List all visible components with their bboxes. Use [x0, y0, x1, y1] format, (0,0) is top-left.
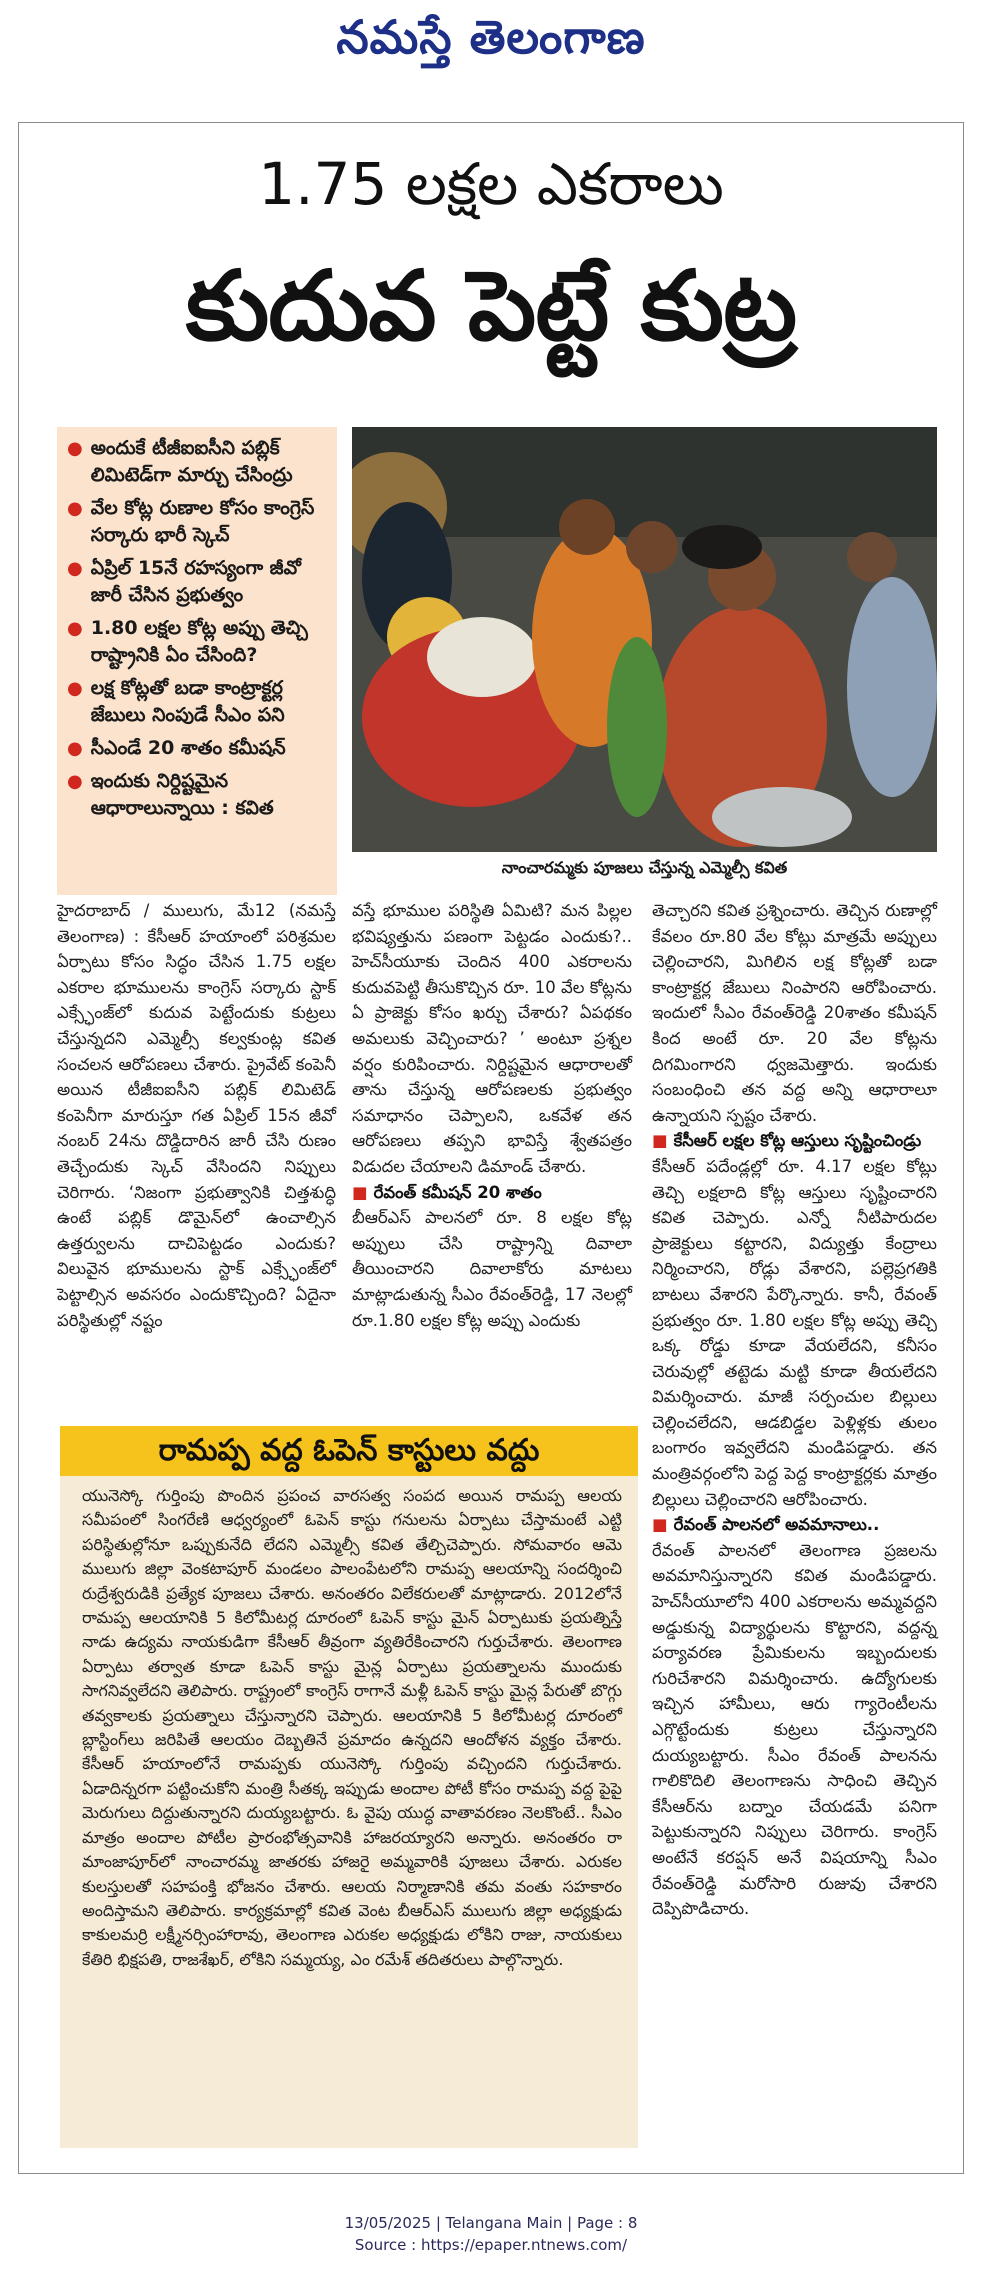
highlight-item: ● అందుకే టీజీఐఐసీని పబ్లిక్ లిమిటెడ్‌గా మార్చు చేసింద్రు	[67, 435, 329, 489]
page-footer	[0, 2212, 982, 2256]
square-bullet-icon: ■	[352, 1182, 368, 1202]
sidebar-paragraph: యునెస్కో గుర్తింపు పొందిన ప్రపంచ వారసత్వ సంపద అయిన రామప్ప ఆలయ సమీపంలో సింగరేణి ఆధ్వర్యంలో ఓపెన్ కాస్టు గనులను ఏర్పాటు చేస్తామంటే ఎట్టి పరిస్థితుల్లోనూ ఒప్పుకునేది లేదని ఎమ్మెల్సీ కవిత తేల్చిచెప్పారు. సోమవారం ఆమె ములుగు జిల్లా వెంకటాపూర్ మండలం పాలంపేటలోని రామప్ప ఆలయాన్ని సందర్శించి రుద్రేశ్వరుడికి ప్రత్యేక పూజలు చేశారు. అనంతరం విలేకరులతో మాట్లాడారు. 2012లోనే రామప్ప ఆలయానికి 5 కిలోమీటర్ల దూరంలో ఓపెన్ కాస్టు మైన్ ఏర్పాటుకు ప్రయత్నిస్తే నాడు ఉద్యమ నాయకుడిగా కేసీఆర్ తీవ్రంగా వ్యతిరేకించారని గుర్తుచేశారు. తెలంగాణ ఏర్పాటు తర్వాత కూడా ఓపెన్ కాస్టు మైన్ల ఏర్పాటు ప్రయత్నాలను ముందుకు సాగనివ్వలేదని తెలిపారు. రాష్ట్రంలో కాంగ్రెస్ రాగానే మళ్లీ ఓపెన్ కాస్టు మైన్ల పేరుతో బొగ్గు తవ్వకాలకు ప్రయత్నాలు చేస్తున్నారని చెప్పారు. ఆలయానికి 5 కిలోమీటర్ల దూరంలో బ్లాస్టింగ్‌లు జరిపితే ఆలయం దెబ్బతినే ప్రమాదం ఉన్నదని ఆందోళన వ్యక్తం చేశారు. కేసీఆర్ హయాంలోనే రామప్పకు యునెస్కో గుర్తింపు వచ్చిందని గుర్తుచేశారు. ఏడాదిన్నరగా పట్టించుకోని మంత్రి సీతక్క ఇప్పుడు అందాల పోటీ కోసం రామప్ప వద్ద పైపై మెరుగులు దిద్దుతున్నారని దుయ్యబట్టారు. ఓ వైపు యుద్ధ వాతావరణం నెలకొంటే.. సీఎం మాత్రం అందాల పోటీల ప్రారంభోత్సవానికి హాజరయ్యారని అన్నారు. అనంతరం రా మాంజాపూర్‌లో నాంచారమ్మ జాతరకు హాజరై అమ్మవారికి పూజలు చేశారు. ఎరుకల కులస్తులతో సహపంక్తి భోజనం చేశారు. ఆలయ నిర్మాణానికి తమ వంతు సహకారం అందిస్తామని తెలిపారు. కార్యక్రమాల్లో కవిత వెంట బీఆర్‌ఎస్ ములుగు జిల్లా అధ్యక్షుడు కాకులమర్రి లక్ష్మీనర్సింహారావు, తెలంగాణ ఎరుకల అధ్యక్షుడు లోకిని రాజు, నాయకులు కేతిరి భిక్షపతి, రాజశేఖర్, లోకిని సమ్మయ్య, ఎం రమేశ్ తదితరులు పాల్గొన్నారు.	[82, 1486, 622, 1969]
paragraph: వస్తే భూముల పరిస్థితి ఏమిటి? మన పిల్లల భవిష్యత్తును పణంగా పెట్టడం ఎందుకు?.. హెచ్‌సీయూకు చెందిన 400 ఎకరాలను కుదువపెట్టి తీసుకొచ్చిన రూ. 10 వేల కోట్లను ఏ ప్రాజెక్టు కోసం ఖర్చు చేశారు? ఏపథకం అమలుకు వెచ్చించారు? ’ అంటూ ప్రశ్నల వర్షం కురిపించారు. నిర్దిష్టమైన ఆధారాలతో తాను చేస్తున్న ఆరోపణలకు ప్రభుత్వం సమాధానం చెప్పాలని, ఒకవేళ తన ఆరోపణలు తప్పని భావిస్తే శ్వేతపత్రం విడుదల చేయాలని డిమాండ్ చేశారు.	[352, 901, 632, 1176]
article-column-2	[352, 898, 632, 1333]
section-subhead: ■ కేసీఆర్ లక్షల కోట్ల ఆస్తులు సృష్టించిండ్రు	[652, 1131, 922, 1151]
highlight-item: ● లక్ష కోట్లతో బడా కాంట్రాక్టర్ల జేబులు నింపుడే సీఎం పని	[67, 675, 329, 729]
bullet-icon: ●	[67, 618, 83, 639]
square-bullet-icon: ■	[652, 1131, 668, 1151]
bullet-icon: ●	[67, 558, 83, 579]
highlights-box	[57, 427, 337, 895]
bullet-icon: ●	[67, 438, 83, 459]
highlight-item: ● ఏప్రిల్ 15నే రహస్యంగా జీవో జారీ చేసిన ప్రభుత్వం	[67, 555, 329, 609]
footer-source-line: Source : https://epaper.ntnews.com/	[354, 2236, 628, 2254]
news-photo	[352, 427, 937, 852]
newspaper-logo: నమస్తే తెలంగాణ	[336, 10, 646, 64]
paragraph: తెచ్చారని కవిత ప్రశ్నించారు. తెచ్చిన రుణాల్లో కేవలం రూ.80 వేల కోట్లు మాత్రమే అప్పులు చెల్లించారని, మిగిలిన లక్ష కోట్లతో బడా కాంట్రాక్టర్ల జేబులు నింపారని ఆరోపించారు. ఇందులో సీఎం రేవంత్‌రెడ్డి 20శాతం కమీషన్ కింద అంటే రూ. 20 వేల కోట్లను దిగమింగారని ధ్వజమెత్తారు. ఇందుకు సంబంధించి తన వద్ద అన్ని ఆధారాలూ ఉన్నాయని స్పష్టం చేశారు.	[652, 901, 937, 1125]
headline-sub: 1.75 లక్షల ఎకరాలు	[258, 150, 724, 218]
bullet-icon: ●	[67, 498, 83, 519]
bullet-icon: ●	[67, 738, 83, 759]
highlight-item: ● 1.80 లక్షల కోట్ల అప్పు తెచ్చి రాష్ట్రానికి ఏం చేసింది?	[67, 615, 329, 669]
masthead	[0, 0, 982, 92]
paragraph: రేవంత్ పాలనలో తెలంగాణ ప్రజలను అవమానిస్తున్నారని కవిత మండిపడ్డారు. హెచ్‌సీయూలోని 400 ఎకరాలను అమ్మవద్దని అడ్డుకున్న విద్యార్థులను కొట్టారని, వద్దన్న పర్యావరణ ప్రేమికులను ఇబ్బందులకు గురిచేశారని విమర్శించారు. ఉద్యోగులకు ఇచ్చిన హామీలు, ఆరు గ్యారెంటీలను ఎగ్గొట్టేందుకు కుట్రలు చేస్తున్నారని దుయ్యబట్టారు. సీఎం రేవంత్ పాలనను గాలికొదిలి తెలంగాణను సాధించి తెచ్చిన కేసీఆర్‌ను బద్నాం చేయడమే పనిగా పెట్టుకున్నారని నిప్పులు చెరిగారు. కాంగ్రెస్ అంటేనే కరప్షన్ అనే విషయాన్ని సీఎం రేవంత్‌రెడ్డి మరోసారి రుజువు చేశారని దెప్పిపొడిచారు.	[652, 1540, 937, 1919]
headline-main: కుదువ పెట్టే కుట్ర	[185, 250, 797, 362]
section-subhead: ■ రేవంత్ పాలనలో అవమానాలు..	[652, 1515, 880, 1535]
footer-date-line: 13/05/2025 | Telangana Main | Page : 8	[344, 2214, 638, 2232]
sidebar-title: రామప్ప వద్ద ఓపెన్ కాస్టులు వద్దు	[60, 1426, 638, 1476]
article-column-1	[57, 898, 336, 1333]
sidebar-body-column	[82, 1484, 622, 1972]
sidebar-box	[60, 1476, 638, 2148]
highlight-item: ● సీఎండే 20 శాతం కమీషన్	[67, 735, 329, 762]
bullet-icon: ●	[67, 771, 83, 792]
paragraph: బీఆర్‌ఎస్ పాలనలో రూ. 8 లక్షల కోట్ల అప్పులు చేసి రాష్ట్రాన్ని దివాలా తీయించారని దివాలాకోరు మాటలు మాట్లాడుతున్న సీఎం రేవంత్‌రెడ్డి, 17 నెలల్లో రూ.1.80 లక్షల కోట్ల అప్పు ఎందుకు	[352, 1208, 632, 1330]
article-column-3	[652, 898, 937, 1922]
photo-illustration	[352, 427, 937, 852]
photo-caption: నాంచారమ్మకు పూజలు చేస్తున్న ఎమ్మెల్సీ కవిత	[501, 858, 788, 877]
highlight-item: ● ఇందుకు నిర్దిష్టమైన ఆధారాలున్నాయి : కవిత	[67, 768, 329, 822]
highlight-item: ● వేల కోట్ల రుణాల కోసం కాంగ్రెస్ సర్కారు భారీ స్కెచ్	[67, 495, 329, 549]
bullet-icon: ●	[67, 678, 83, 699]
paragraph: కేసీఆర్ పదేండ్లల్లో రూ. 4.17 లక్షల కోట్లు తెచ్చి లక్షలాది కోట్ల ఆస్తులు సృష్టించారని కవిత చెప్పారు. ఎన్నో నీటిపారుదల ప్రాజెక్టులు కట్టారని, విద్యుత్తు కేంద్రాలు నిర్మించారని, రోడ్లు వేశారని, పల్లెప్రగతికి బాటలు వేశారని పేర్కొన్నారు. కానీ, రేవంత్ ప్రభుత్వం రూ. 1.80 లక్షల కోట్ల అప్పు తెచ్చి ఒక్క రోడ్డు కూడా వేయలేదని, కనీసం చెరువుల్లో తట్టెడు మట్టి కూడా తీయలేదని విమర్శించారు. మాజీ సర్పంచుల బిల్లులు చెల్లించలేదని, ఆడబిడ్డల పెళ్లిళ్లకు తులం బంగారం ఇవ్వలేదని మండిపడ్డారు. తన మంత్రివర్గంలోని పెద్ద పెద్ద కాంట్రాక్టర్లకు మాత్రం బిల్లులు చెల్లించారని ఆరోపించారు.	[652, 1156, 937, 1509]
square-bullet-icon: ■	[652, 1515, 668, 1535]
section-subhead: ■ రేవంత్ కమీషన్ 20 శాతం	[352, 1182, 542, 1202]
paragraph: హైదరాబాద్ / ములుగు, మే12 (నమస్తే తెలంగాణ) : కేసీఆర్ హయాంలో పరిశ్రమల ఏర్పాటు కోసం సిద్ధం చేసిన 1.75 లక్షల ఎకరాల భూములను కాంగ్రెస్ సర్కారు స్టాక్ ఎక్స్ఛేంజ్‌లో కుదువ పెట్టేందుకు కుట్రలు చేస్తున్నదని ఎమ్మెల్సీ కల్వకుంట్ల కవిత సంచలన ఆరోపణలు చేశారు. ప్రైవేట్ కంపెనీ అయిన టీజీఐఐసీని పబ్లిక్ లిమిటెడ్ కంపెనీగా మారుస్తూ గత ఏప్రిల్ 15న జీవో నంబర్ 24ను దొడ్డిదారిన జారీ చేసి రుణం తెచ్చేందుకు స్కెచ్ వేసిందని నిప్పులు చెరిగారు. ‘నిజంగా ప్రభుత్వానికి చిత్తశుద్ధి ఉంటే పబ్లిక్ డొమైన్‌లో ఉంచాల్సిన ఉత్తర్వులను దాచిపెట్టడం ఎందుకు? విలువైన భూములను స్టాక్ ఎక్స్ఛేంజ్‌లో పెట్టాల్సిన అవసరం ఎందుకొచ్చింది? ఏదైనా పరిస్థితుల్లో నష్టం	[57, 901, 336, 1330]
